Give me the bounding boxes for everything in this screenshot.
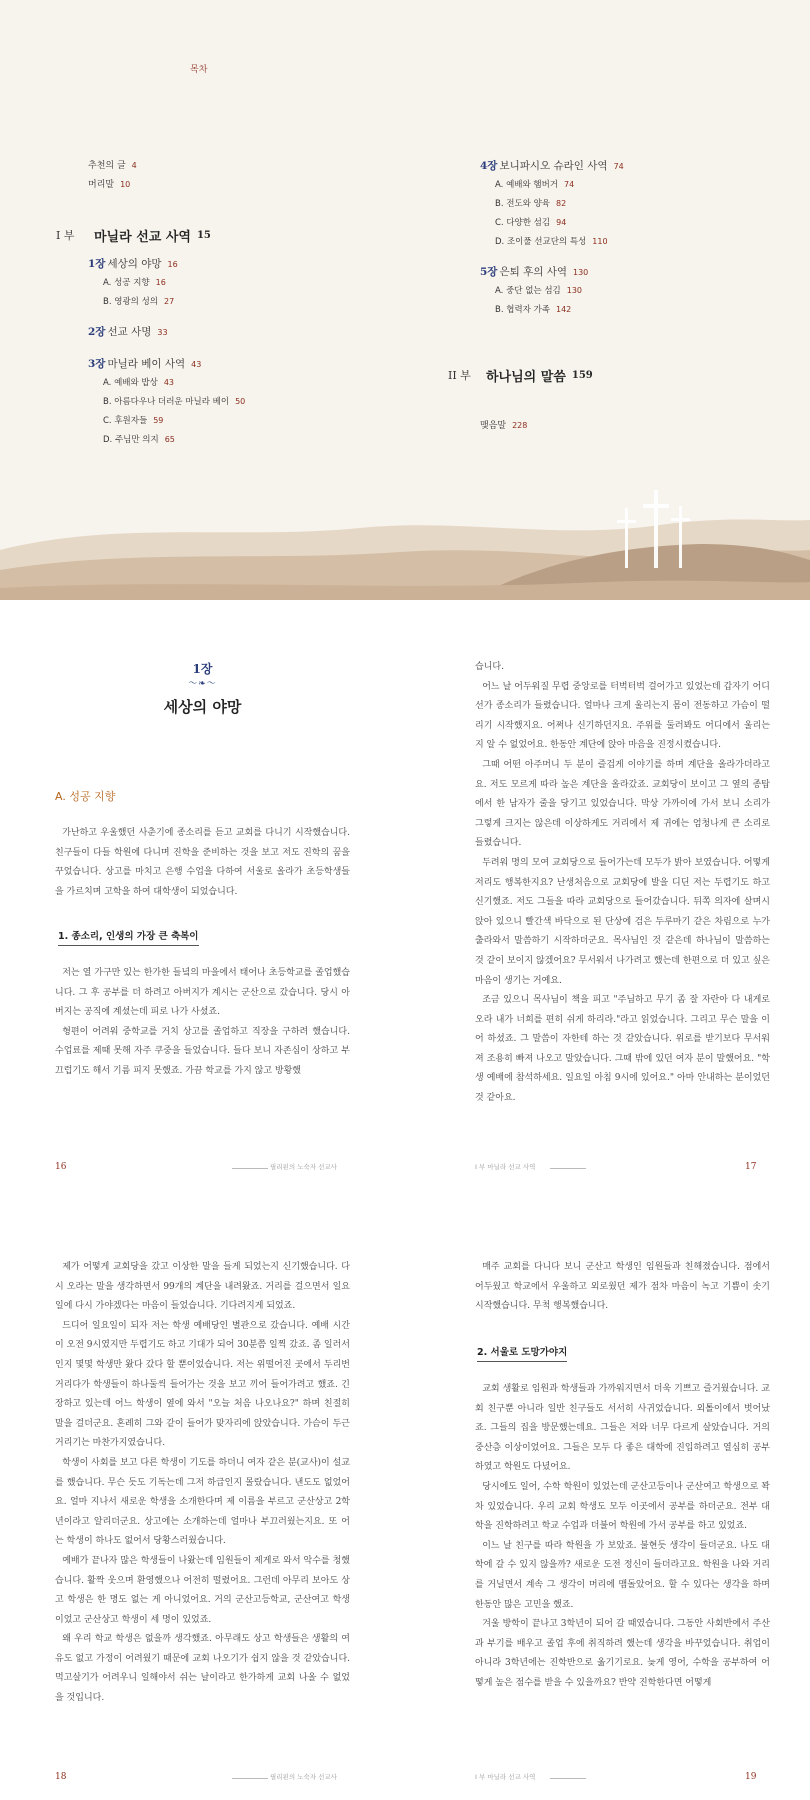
subsection-heading: 2. 서울로 도망가야지 [477, 1344, 567, 1362]
running-head-rule [232, 1168, 268, 1169]
toc-section[interactable] [480, 197, 780, 216]
toc-part-number: II 부 [448, 369, 471, 382]
toc-page-number: 16 [167, 260, 178, 269]
toc-chapter-number: 2장 [88, 326, 106, 338]
toc-section-label: B. 영광의 성의 [103, 297, 158, 307]
toc-chapter-5[interactable] [480, 264, 780, 284]
toc-page-number: 15 [196, 229, 211, 241]
toc-chapter-number: 1장 [88, 258, 106, 270]
toc-section-label: D. 주님만 의지 [103, 435, 159, 445]
toc-section[interactable] [88, 276, 418, 295]
toc-chapter-number: 3장 [88, 358, 106, 370]
toc-section-label: B. 협력자 가족 [495, 305, 550, 315]
paragraph: 매주 교회를 다니다 보니 군산고 학생인 임원들과 친해졌습니다. 점에서 어두웠고 학교에서 우울하고 외로웠던 제가 점차 마음이 녹고 기쁨이 솟기 시작했습니다. 무척 행복했습니다. [475, 1262, 770, 1312]
toc-page-number: 4 [131, 161, 137, 170]
toc-section[interactable] [88, 395, 418, 414]
toc-chapter-number: 4장 [480, 160, 498, 172]
toc-page-number: 130 [566, 286, 583, 295]
toc-section-label: B. 전도와 양육 [495, 199, 550, 209]
toc-chapter-title: 마닐라 베이 사역 [107, 358, 186, 370]
toc-part-title: 마닐라 선교 사역 [94, 229, 191, 245]
page-number: 19 [745, 1772, 757, 1782]
toc-chapter-number: 5장 [480, 266, 498, 278]
toc-chapter-title: 선교 사명 [107, 326, 152, 338]
paragraph: 어느 날 어두워질 무렵 중앙로를 터벅터벅 걸어가고 있었는데 갑자기 어디선가 종소리가 들렸습니다. 얼마나 크게 울리는지 몸이 전동하고 가슴이 떨리기 시작했지요. 어쩌나 신기하던지요. 주위를 둘러봐도 어디에서 울리는지 알 수 없었어요. 한동안 계단에 앉아 마음을 진정시켰습니다. [475, 681, 770, 751]
toc-section-label: C. 후원자들 [103, 416, 148, 426]
paragraph: 예배가 끝나자 많은 학생들이 나왔는데 임원들이 제게로 와서 악수를 청했습니다. 활짝 웃으며 환영했으나 어전히 떨렸어요. 그런데 아무리 보아도 상고 학생은 한 명도 없는 게 아니었어요. 거의 군산고등학교, 군산여고 학생이었고 군산상고 학생이 세 명이 있었죠. [55, 1555, 350, 1625]
toc-section-label: A. 예배와 햄버거 [495, 180, 559, 190]
toc-section[interactable] [480, 235, 780, 254]
toc-chapter-3[interactable] [88, 356, 418, 376]
toc-right-column [448, 158, 780, 437]
paragraph: 겨울 방학이 끝나고 3학년이 되어 갈 때였습니다. 그동안 사회반에서 주산과 부기를 배우고 졸업 후에 취직하려 했는데 생각을 바꾸었습니다. 취업이 아니라 3학년에는 진학반으로 옮기기로요. 늦게 영어, 수학을 공부하여 어떻게 높은 점수를 받을 수 있을까요? 반약 진학한다면 어떻게 [475, 1619, 770, 1688]
toc-item-label: 추천의 글 [88, 161, 126, 171]
toc-chapter-title: 세상의 야망 [107, 258, 162, 270]
page-number: 18 [55, 1772, 67, 1782]
toc-section[interactable] [480, 303, 780, 322]
toc-item-foreword[interactable] [88, 158, 418, 177]
chapter-label: 1장 [192, 662, 213, 676]
running-head: 필리핀의 노숙자 선교사 [270, 1163, 337, 1171]
running-head: I 부 마닐라 선교 사역 [475, 1773, 536, 1781]
toc-section-label: D. 조이풀 선교단의 특성 [495, 237, 587, 247]
toc-page-number: 74 [613, 162, 624, 171]
toc-section-label: A. 성공 지향 [103, 278, 150, 288]
running-head-rule [232, 1778, 268, 1779]
toc-page-number: 142 [556, 305, 572, 314]
body-text [55, 1258, 350, 1709]
paragraph: 조금 있으니 목사님이 책을 피고 "주님하고 무기 좀 잘 자란아 다 내게로 오라 내가 너희를 편히 쉬게 하리라."라고 읽었습니다. 그리고 무슨 말을 이어 하셨죠. 그 말씀이 자한테 하는 것 같았습니다. 위로를 받기보다 무서워져 조용히 빠져 나오고 말았습니다. 그때 밖에 있던 여자 분이 말했어요. "학생 예배에 참석하세요. 일요일 아침 9시에 있어요." 아마 안내하는 분이었던 것 같아요. [475, 995, 770, 1104]
toc-page-number: 94 [556, 218, 567, 227]
toc-part-1[interactable] [56, 220, 418, 250]
toc-item-closing[interactable] [480, 418, 780, 437]
paragraph: 교회 생활로 임원과 학생들과 가까워지면서 더욱 기쁘고 즐거웠습니다. 교회 친구뿐 아니라 일반 친구들도 서서히 사귀었습니다. 외톨이에서 벗어났죠. 그들의 집을 방문했는데요. 그들은 저와 너무 다르게 살았습니다. 거의 중산층 이상이었어요. 그들은 모두 다 좋은 대학에 진입하려고 열심히 공부하였고 학원도 다녔어요. [475, 1384, 770, 1473]
paragraph: 저는 열 가구만 있는 한가한 들녘의 마을에서 태어나 초등학교를 졸업했습니다. 그 후 공부를 더 하려고 아버지가 계시는 군산으로 갔습니다. 당시 아버지는 공직에 계셨는데 피로 나가 사셨죠. [55, 968, 350, 1018]
toc-page-number: 16 [155, 278, 166, 287]
paragraph: 형편이 어려워 중학교를 거치 상고를 졸업하고 직장을 구하려 했습니다. 수업료를 제때 못해 자주 쿠중을 들었습니다. 들다 보니 자존심이 상하고 부끄럽기도 해서 기름 피지 못했죠. 가끔 학교를 가지 않고 방황했 [55, 1026, 350, 1076]
page-19 [405, 1200, 810, 1790]
toc-chapter-1[interactable] [88, 256, 418, 276]
paragraph: 당시에도 일어, 수학 학원이 있었는데 군산고등이나 군산여고 학생으로 꽉 차 있었습니다. 우리 교회 학생도 모두 이곳에서 공부를 하더군요. 전부 대학을 진학하려고 학교 수업과 더불어 학원에 가서 공부를 하고 있었죠. [475, 1481, 770, 1532]
page-16 [0, 610, 405, 1180]
chapter-title: 세상의 야망 [163, 698, 242, 716]
toc-page [0, 0, 810, 600]
toc-page-number: 43 [163, 378, 175, 387]
paragraph: 학생이 사회를 보고 다른 학생이 기도를 하더니 여자 같은 분(교사)이 설교를 했습니다. 무슨 듯도 기독는데 그저 하급인지 몰랐습니다. 낸도도 없었어요. 얼마 지나서 새로운 학생을 소개한다며 제 이름을 부르고 군산상고 2학년이라고 알리더군요. 상고에는 소개하는데 얼마나 부끄러웠는지요. 또 어는 학생이 하나도 없어서 당황스러웠습니다. [55, 1457, 350, 1547]
body-text [55, 964, 350, 1082]
toc-page-number: 65 [164, 435, 175, 444]
toc-item-label: 맺음말 [480, 421, 507, 431]
toc-item-label: 머리말 [88, 180, 115, 190]
crosses-icon [610, 488, 700, 568]
toc-chapter-4[interactable] [480, 158, 780, 178]
paragraph: 왜 우리 학교 학생은 없을까 생각했죠. 아무래도 상고 학생들은 생활의 여유도 없고 가정이 어려웠기 때문에 교회 나오기가 쉽지 않을 것 같았습니다. 먹고살기가 어려우니 일해야서 쉬는 날이라고 한가하게 교회 나올 수 없었을 것입니다. [55, 1634, 350, 1704]
toc-section-label: B. 아름다우나 더러운 마닐라 베이 [103, 397, 230, 407]
toc-section[interactable] [88, 295, 418, 314]
toc-chapter-title: 은퇴 후의 사역 [499, 266, 567, 278]
page-number: 17 [745, 1162, 757, 1172]
toc-chapter-2[interactable] [88, 324, 418, 344]
toc-page-number: 82 [556, 199, 567, 208]
toc-chapter-title: 보니파시오 슈라인 사역 [499, 160, 608, 172]
toc-page-number: 43 [191, 360, 202, 369]
paragraph: 드디어 일요일이 되자 저는 학생 예배당인 별관으로 갔습니다. 예배 시간이 오전 9시였지만 두렵기도 하고 기대가 되어 30분쯤 일찍 갔죠. 좀 일러서인지 몇몇 학생만 왔다 갔다 할 뿐이었습니다. 저는 위떨어진 곳에서 두리번거리다가 학생들이 하나둘씩 들어가는 것을 보고 끼어 들어가려고 했죠. 긴장하고 있는데 어느 학생이 옆에 와서 "오늘 처음 나오나요?" 하며 친절히 말을 걸더군요. 혼례히 그와 같이 들어가 맞자리에 앉았습니다. 가슴이 두근거리기는 마찬가지였습니다. [55, 1320, 350, 1449]
toc-section[interactable] [480, 178, 780, 197]
toc-page-number: 50 [235, 397, 246, 406]
running-head-rule [550, 1168, 586, 1169]
page-number: 16 [55, 1162, 67, 1172]
body-text [475, 1380, 770, 1694]
toc-part-title: 하나님의 말씀 [486, 369, 566, 385]
toc-section[interactable] [480, 284, 780, 303]
toc-section-label: C. 다양한 섬김 [495, 218, 551, 228]
paragraph: 두려워 명의 모여 교회당으로 들어가는데 모두가 밝아 보였습니다. 어떻게 저리도 행복한지요? 난생처음으로 교회당에 발을 디딘 저는 두렵기도 하고 신기했죠. 저도 그들을 따라 교회당으로 들어갔습니다. 뒤쪽 의자에 살며시 앉아 있으니 빨간색 바닥으로 된 단상에 검은 두루마기 같은 차림으로 누가 출라와서 말씀하기 시작하더군요. 목사님인 것 같은데 하나님이 말씀하는 것 같이 보이지 않겠어요? 무서워서 나가려고 했는데 한편으로 더 있고 싶은 마음이 생기는 거예요. [475, 857, 770, 986]
toc-section-label: A. 중단 없는 섬김 [495, 286, 561, 296]
toc-title: 목차 [190, 65, 208, 75]
toc-section[interactable] [88, 376, 418, 395]
toc-page-number: 59 [153, 416, 164, 425]
toc-section-label: A. 예배와 밥상 [103, 378, 158, 388]
paragraph: 습니다. [475, 662, 504, 672]
running-head-rule [550, 1778, 586, 1779]
running-head: I 부 마닐라 선교 사역 [475, 1163, 536, 1171]
toc-page-number: 130 [573, 268, 589, 277]
toc-part-2[interactable] [448, 360, 780, 390]
paragraph: 이느 날 친구를 따라 학원을 가 보았죠. 불현듯 생각이 들더군요. 나도 대학에 갈 수 있지 않을까? 새로운 도전 정신이 들더라고요. 학원을 나와 거리를 거닐면서 계속 그 생각이 머리에 맴돌았어요. 할 수 있다는 생각을 하며 한동안 많은 고민을 했죠. [475, 1540, 770, 1610]
body-text [475, 1258, 770, 1317]
chapter-ornament: ～❧～ [188, 679, 217, 689]
subsection-heading: 1. 종소리, 인생의 가장 큰 축복이 [58, 928, 199, 946]
toc-section[interactable] [88, 433, 418, 452]
paragraph: 제가 어떻게 교회당을 갔고 이상한 말을 들게 되었는지 신기했습니다. 다시 오라는 말을 생각하면서 99개의 계단을 내려왔죠. 거리를 걸으면서 일요일에 다시 가야겠다는 마음이 들었습니다. 기다려지게 되었죠. [55, 1262, 350, 1312]
toc-page-number: 27 [164, 297, 175, 306]
page-17 [405, 610, 810, 1180]
toc-page-number: 159 [571, 369, 593, 381]
body-text [475, 658, 770, 1109]
running-head: 필리핀의 노숙자 선교사 [270, 1773, 337, 1781]
toc-left-column [56, 158, 418, 452]
body-text [55, 824, 350, 902]
toc-section[interactable] [480, 216, 780, 235]
toc-page-number: 74 [564, 180, 575, 189]
toc-part-number: I 부 [56, 229, 75, 242]
toc-page-number: 10 [120, 180, 131, 189]
toc-page-number: 228 [512, 421, 528, 430]
toc-section[interactable] [88, 414, 418, 433]
paragraph: 그때 어떤 아주머니 두 분이 즐겁게 이야기를 하며 계단을 올라가더라고요. 저도 모르게 따라 높은 계단을 올라갔죠. 교회당이 보이고 그 옆의 종탑에서 한 남자가 줄을 당기고 있었습니다. 막상 가까이에 가서 보니 소리가 그렇게 크지는 않은데 이상하게도 거리에서 제 귀에는 엄청나게 큰 소리로 들렸습니다. [475, 759, 770, 849]
section-heading: A. 성공 지향 [55, 790, 116, 803]
toc-item-preface[interactable] [88, 177, 418, 196]
page-18 [0, 1200, 405, 1790]
toc-page-number: 110 [592, 237, 608, 246]
toc-page-number: 33 [157, 328, 168, 337]
paragraph: 가난하고 우울했던 사춘기에 종소리를 듣고 교회를 다니기 시작했습니다. 친구들이 다들 학원에 다니며 진학을 준비하는 것을 보고 저도 진학의 꿈을 꾸었습니다. 상고를 마치고 은행 수업을 다하여 서울로 올라가 초등학생들을 가르치며 고학을 하여 대학생이 되었습니다. [55, 828, 350, 897]
